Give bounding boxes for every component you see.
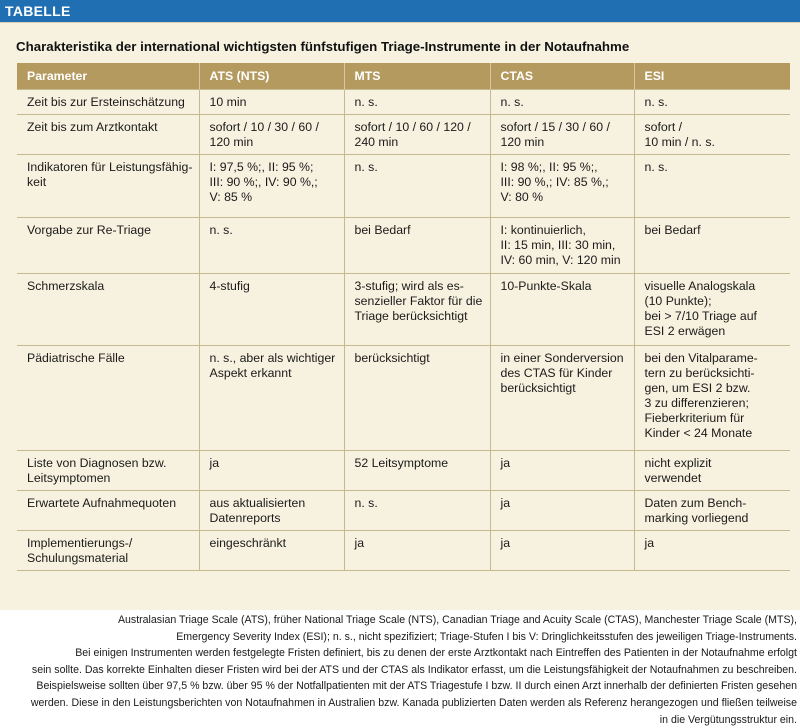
cell-line: marking vorliegend (644, 511, 749, 525)
cell-line: keit (27, 175, 47, 189)
cell-line: I: 97,5 %;, II: 95 %; (209, 160, 314, 174)
cell-line: 3 zu differenzieren; (644, 396, 749, 410)
cell-line: ja (500, 456, 511, 470)
cell-line: senzieller Faktor für die (354, 294, 483, 308)
cell-mts (344, 346, 490, 451)
cell-parameter (17, 115, 199, 155)
cell-line: Aspekt erkannt (209, 366, 292, 380)
cell-line: IV: 60 min, V: 120 min (500, 253, 621, 267)
cell-line: Zeit bis zur Ersteinschätzung (27, 95, 185, 109)
column-header-ctas: CTAS (490, 63, 634, 90)
column-header-parameter: Parameter (17, 63, 199, 90)
cell-line: Fieberkriterium für (644, 411, 745, 425)
cell-esi (634, 491, 790, 531)
table-row (17, 218, 790, 274)
cell-line: sofort / 10 / 30 / 60 / (209, 120, 319, 134)
footnote (0, 612, 797, 728)
cell-line: I: 98 %;, II: 95 %;, (500, 160, 598, 174)
cell-line: III: 90 %;, IV: 90 %,; (209, 175, 318, 189)
table-row (17, 274, 790, 346)
cell-ctas (490, 531, 634, 571)
cell-line: visuelle Analogskala (644, 279, 756, 293)
cell-line: V: 85 % (209, 190, 253, 204)
cell-line: 10-Punkte-Skala (500, 279, 592, 293)
cell-line: sofort / 15 / 30 / 60 / (500, 120, 610, 134)
cell-line: Erwartete Aufnahmequoten (27, 496, 177, 510)
cell-line: Triage berücksichtigt (354, 309, 468, 323)
cell-line: n. s. (354, 496, 378, 510)
cell-line: ja (354, 536, 365, 550)
cell-ctas (490, 115, 634, 155)
cell-esi (634, 274, 790, 346)
footnote-line: Australasian Triage Scale (ATS), früher National Triage Scale (NTS), Canadian Triage and Acuity Scale (CTAS), Manchester Triage Scale (MTS), (117, 614, 797, 626)
cell-line: bei > 7/10 Triage auf (644, 309, 757, 323)
cell-parameter (17, 346, 199, 451)
cell-esi (634, 115, 790, 155)
cell-line: 120 min (500, 135, 545, 149)
cell-line: ESI 2 erwägen (644, 324, 726, 338)
cell-mts (344, 218, 490, 274)
cell-line: nicht explizit (644, 456, 712, 470)
cell-ats (199, 274, 344, 346)
cell-line: Schulungsmaterial (27, 551, 129, 565)
cell-mts (344, 90, 490, 115)
cell-ctas (490, 155, 634, 218)
cell-line: 10 min / n. s. (644, 135, 715, 149)
cell-line: aus aktualisierten (209, 496, 306, 510)
cell-line: n. s., aber als wichtiger (209, 351, 336, 365)
cell-line: Pädiatrische Fälle (27, 351, 125, 365)
cell-line: berücksichtigt (354, 351, 430, 365)
cell-line: Liste von Diagnosen bzw. (27, 456, 167, 470)
cell-esi (634, 90, 790, 115)
cell-line: Implementierungs-/ (27, 536, 133, 550)
cell-ats (199, 491, 344, 531)
cell-esi (634, 346, 790, 451)
cell-line: n. s. (209, 223, 233, 237)
cell-line: II: 15 min, III: 30 min, (500, 238, 616, 252)
cell-esi (634, 155, 790, 218)
cell-line: ja (500, 536, 511, 550)
cell-ctas (490, 451, 634, 491)
cell-line: tern zu berücksichti- (644, 366, 755, 380)
cell-line: 240 min (354, 135, 399, 149)
cell-parameter (17, 218, 199, 274)
column-header-esi: ESI (634, 63, 790, 90)
cell-line: berücksichtigt (500, 381, 576, 395)
cell-line: Schmerzskala (27, 279, 105, 293)
table-body (17, 90, 790, 571)
cell-line: des CTAS für Kinder (500, 366, 613, 380)
cell-line: Datenreports (209, 511, 281, 525)
table-row (17, 90, 790, 115)
cell-ats (199, 218, 344, 274)
cell-ats (199, 531, 344, 571)
table-row (17, 346, 790, 451)
cell-line: eingeschränkt (209, 536, 287, 550)
table-title: Charakteristika der international wichtigsten fünfstufigen Triage-Instrumente in der Notaufnahme (16, 39, 630, 54)
cell-mts (344, 115, 490, 155)
cell-mts (344, 531, 490, 571)
table-row (17, 491, 790, 531)
cell-parameter (17, 155, 199, 218)
cell-line: Zeit bis zum Arztkontakt (27, 120, 158, 134)
cell-line: Kinder < 24 Monate (644, 426, 753, 440)
cell-line: III: 90 %,; IV: 85 %,; (500, 175, 609, 189)
cell-ats (199, 346, 344, 451)
cell-line: I: kontinuierlich, (500, 223, 586, 237)
cell-line: n. s. (644, 160, 668, 174)
cell-mts (344, 274, 490, 346)
column-header-mts: MTS (344, 63, 490, 90)
cell-line: 120 min (209, 135, 254, 149)
cell-mts (344, 491, 490, 531)
triage-table (17, 63, 790, 571)
footnote-line: werden. Diese in den Leistungsberichten von Notaufnahmen in Australien bzw. Kanada publizierten Daten werden als Referenz herangezogen und fließen teilweise (30, 696, 797, 709)
cell-line: bei Bedarf (644, 223, 701, 237)
cell-parameter (17, 274, 199, 346)
cell-esi (634, 451, 790, 491)
footnote-line: sein sollte. Das korrekte Einhalten dieser Fristen wird bei der ATS und der CTAS als Indikator erfasst, um die Leistungsfähigkeit der Notaufnahmen zu beschreiben. (31, 663, 797, 676)
cell-parameter (17, 90, 199, 115)
cell-parameter (17, 451, 199, 491)
cell-line: Daten zum Bench- (644, 496, 747, 510)
cell-line: n. s. (644, 95, 668, 109)
footnote-line: Bei einigen Instrumenten werden festgelegte Fristen definiert, bis zu denen der erste Arztkontakt nach Eintreffen des Patienten in der Notaufnahme erfolgt (75, 647, 797, 660)
cell-line: bei den Vitalparame- (644, 351, 758, 365)
cell-ats (199, 155, 344, 218)
cell-line: n. s. (354, 95, 378, 109)
table-row (17, 155, 790, 218)
column-header-ats: ATS (NTS) (199, 63, 344, 90)
cell-line: 52 Leitsymptome (354, 456, 449, 470)
table-header-row (17, 63, 790, 90)
cell-ctas (490, 491, 634, 531)
footnote-line: in die Vergütungsstruktur ein. (659, 713, 797, 726)
cell-ats (199, 90, 344, 115)
cell-esi (634, 531, 790, 571)
cell-esi (634, 218, 790, 274)
cell-line: V: 80 % (500, 190, 544, 204)
cell-line: 4-stufig (209, 279, 250, 293)
cell-mts (344, 155, 490, 218)
cell-ats (199, 451, 344, 491)
cell-ctas (490, 274, 634, 346)
cell-parameter (17, 531, 199, 571)
cell-line: Vorgabe zur Re-Triage (27, 223, 151, 237)
section-label: TABELLE (5, 3, 71, 19)
footnote-line: Beispielsweise sollten über 97,5 % bzw. über 95 % der Notfallpatienten mit der ATS Triagestufe I bzw. II durch einen Arzt innerhalb der definierten Fristen gesehen (36, 680, 797, 693)
cell-ctas (490, 90, 634, 115)
cell-line: ja (644, 536, 655, 550)
cell-line: Leitsymptomen (27, 471, 111, 485)
cell-line: sofort / 10 / 60 / 120 / (354, 120, 471, 134)
cell-line: (10 Punkte); (644, 294, 712, 308)
table-row (17, 451, 790, 491)
section-label-bar (0, 0, 800, 22)
cell-ctas (490, 346, 634, 451)
cell-line: 10 min (209, 95, 247, 109)
cell-line: gen, um ESI 2 bzw. (644, 381, 751, 395)
footnote-line: Emergency Severity Index (ESI); n. s., nicht spezifiziert; Triage-Stufen I bis V: Dringlichkeitsstufen des jeweiligen Triage-Instruments. (176, 630, 797, 643)
table-row (17, 531, 790, 571)
cell-line: n. s. (354, 160, 378, 174)
cell-line: ja (500, 496, 511, 510)
cell-parameter (17, 491, 199, 531)
cell-line: n. s. (500, 95, 524, 109)
cell-line: ja (209, 456, 220, 470)
cell-ctas (490, 218, 634, 274)
cell-line: bei Bedarf (354, 223, 411, 237)
cell-line: Indikatoren für Leistungsfähig- (27, 160, 193, 174)
cell-line: 3-stufig; wird als es- (354, 279, 464, 293)
table-panel (0, 22, 800, 610)
cell-line: verwendet (644, 471, 702, 485)
table-row (17, 115, 790, 155)
cell-line: in einer Sonderversion (500, 351, 624, 365)
cell-mts (344, 451, 490, 491)
cell-ats (199, 115, 344, 155)
cell-line: sofort / (644, 120, 683, 134)
